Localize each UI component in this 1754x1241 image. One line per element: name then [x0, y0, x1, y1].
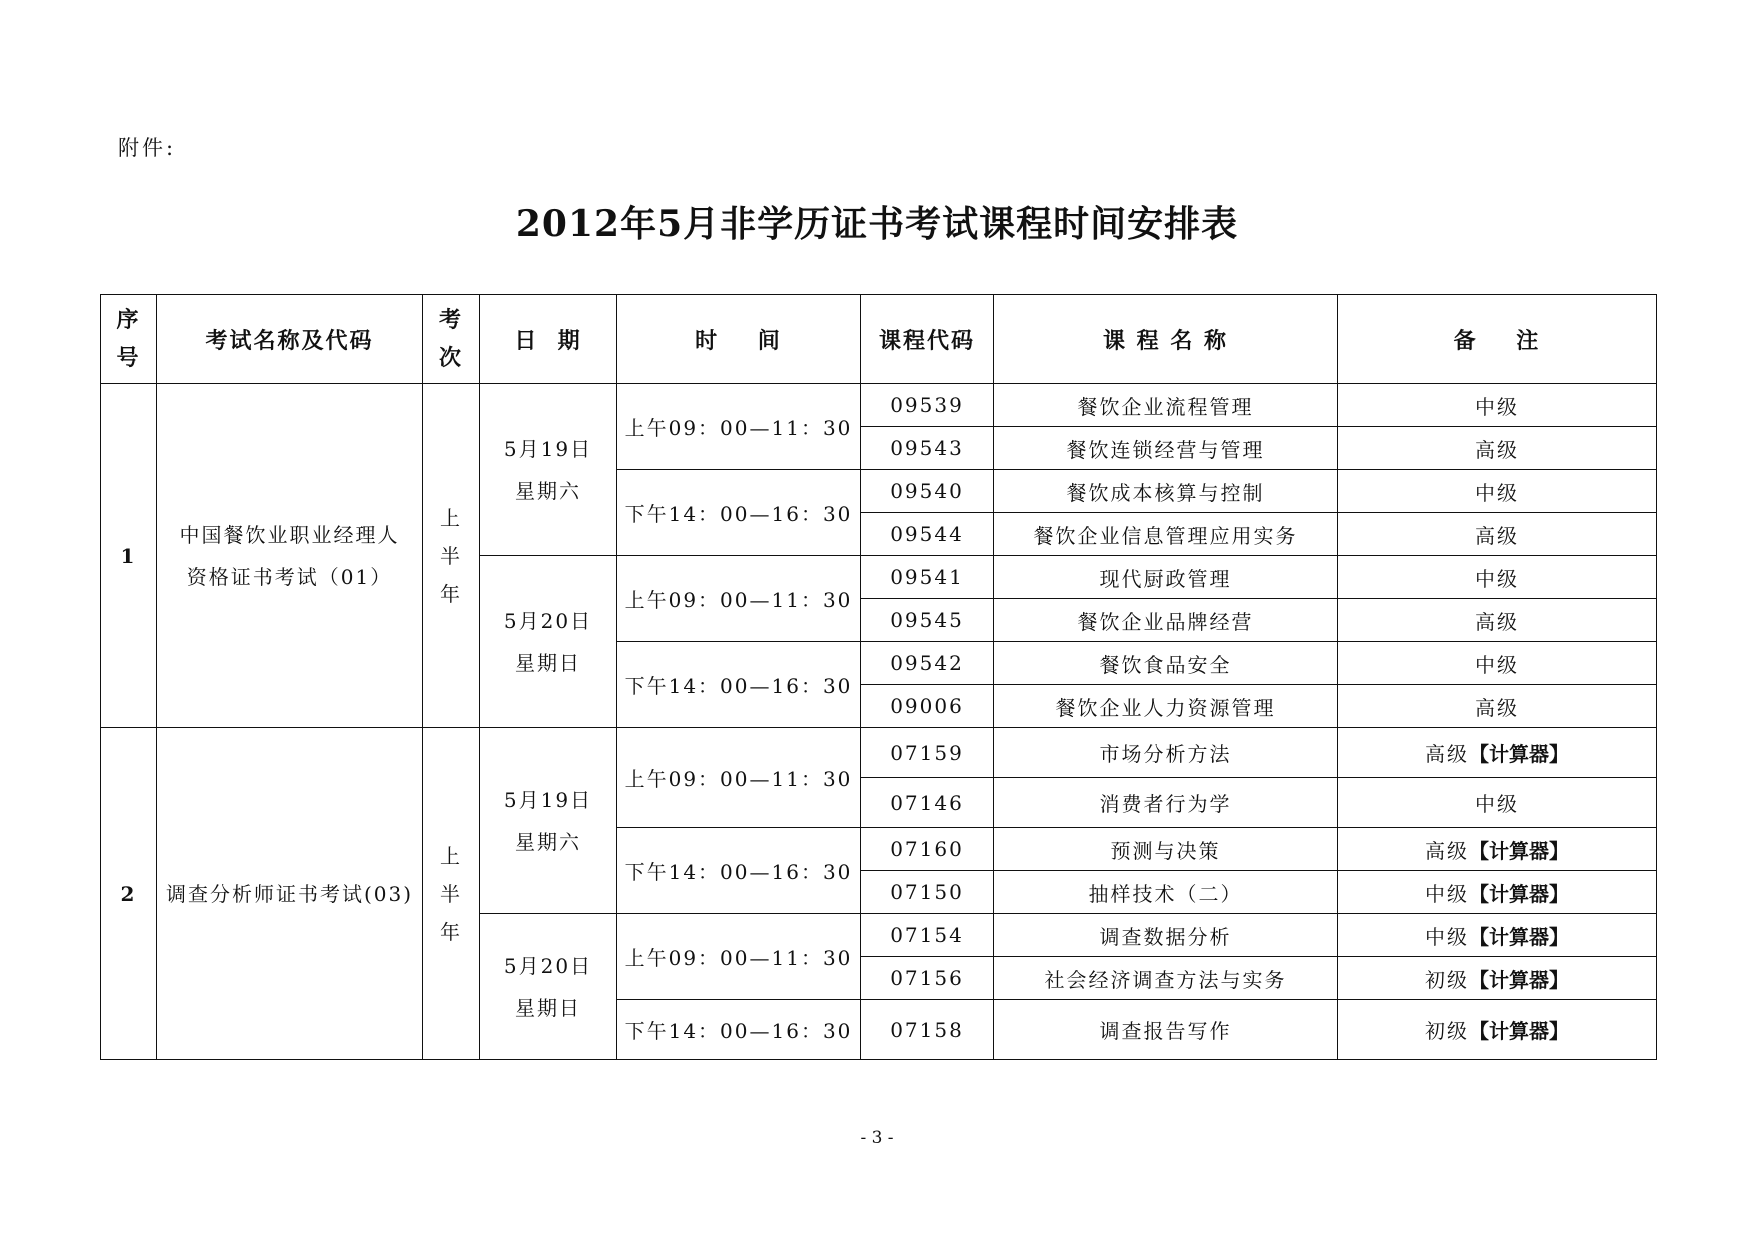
exam-date: 5月19日 星期六 — [480, 384, 617, 556]
course-name: 预测与决策 — [994, 828, 1338, 871]
exam-time: 下午14：00—16：30 — [617, 642, 861, 728]
course-remark: 高级【计算器】 — [1338, 728, 1657, 778]
header-exam-name: 考试名称及代码 — [157, 295, 423, 384]
course-remark: 中级 — [1338, 384, 1657, 427]
header-date: 日 期 — [480, 295, 617, 384]
course-code: 07146 — [861, 778, 994, 828]
course-remark: 高级 — [1338, 685, 1657, 728]
exam-date: 5月20日 星期日 — [480, 914, 617, 1060]
course-name: 市场分析方法 — [994, 728, 1338, 778]
exam-time: 上午09：00—11：30 — [617, 728, 861, 828]
table-body — [101, 384, 1657, 1060]
header-remark: 备 注 — [1338, 295, 1657, 384]
header-course-name: 课 程 名 称 — [994, 295, 1338, 384]
exam-session: 上半年 — [423, 384, 480, 728]
exam-time: 上午09：00—11：30 — [617, 384, 861, 470]
course-remark: 高级【计算器】 — [1338, 828, 1657, 871]
course-remark: 中级 — [1338, 470, 1657, 513]
course-name: 餐饮企业品牌经营 — [994, 599, 1338, 642]
course-code: 07159 — [861, 728, 994, 778]
course-remark: 高级 — [1338, 513, 1657, 556]
header-time: 时 间 — [617, 295, 861, 384]
course-code: 09543 — [861, 427, 994, 470]
course-remark: 中级 — [1338, 556, 1657, 599]
exam-name: 调查分析师证书考试(03) — [157, 728, 423, 1060]
page-title: 2012年5月非学历证书考试课程时间安排表 — [515, 203, 1239, 245]
course-remark: 高级 — [1338, 427, 1657, 470]
course-remark: 中级【计算器】 — [1338, 914, 1657, 957]
course-code: 07150 — [861, 871, 994, 914]
course-code: 07158 — [861, 1000, 994, 1060]
attachment-label: 附件: — [118, 136, 177, 160]
header-seq: 序号 — [101, 295, 157, 384]
exam-time: 下午14：00—16：30 — [617, 470, 861, 556]
exam-date: 5月20日 星期日 — [480, 556, 617, 728]
table-row — [101, 384, 1657, 427]
course-code: 09542 — [861, 642, 994, 685]
course-name: 餐饮成本核算与控制 — [994, 470, 1338, 513]
course-remark: 中级 — [1338, 778, 1657, 828]
course-name: 餐饮食品安全 — [994, 642, 1338, 685]
header-session: 考次 — [423, 295, 480, 384]
course-remark: 高级 — [1338, 599, 1657, 642]
course-name: 消费者行为学 — [994, 778, 1338, 828]
course-name: 调查数据分析 — [994, 914, 1338, 957]
exam-time: 上午09：00—11：30 — [617, 914, 861, 1000]
course-code: 09545 — [861, 599, 994, 642]
course-code: 09006 — [861, 685, 994, 728]
course-code: 07160 — [861, 828, 994, 871]
course-name: 餐饮连锁经营与管理 — [994, 427, 1338, 470]
exam-time: 下午14：00—16：30 — [617, 1000, 861, 1060]
exam-time: 上午09：00—11：30 — [617, 556, 861, 642]
course-name: 餐饮企业流程管理 — [994, 384, 1338, 427]
course-name: 抽样技术（二） — [994, 871, 1338, 914]
course-code: 09539 — [861, 384, 994, 427]
course-name: 餐饮企业信息管理应用实务 — [994, 513, 1338, 556]
table-row — [101, 728, 1657, 778]
course-remark: 初级【计算器】 — [1338, 957, 1657, 1000]
exam-time: 下午14：00—16：30 — [617, 828, 861, 914]
course-name: 餐饮企业人力资源管理 — [994, 685, 1338, 728]
course-remark: 中级【计算器】 — [1338, 871, 1657, 914]
course-remark: 中级 — [1338, 642, 1657, 685]
header-course-code: 课程代码 — [861, 295, 994, 384]
course-name: 现代厨政管理 — [994, 556, 1338, 599]
course-code: 09540 — [861, 470, 994, 513]
schedule-table — [100, 294, 1657, 1060]
exam-date: 5月19日 星期六 — [480, 728, 617, 914]
course-name: 调查报告写作 — [994, 1000, 1338, 1060]
course-name: 社会经济调查方法与实务 — [994, 957, 1338, 1000]
course-code: 07156 — [861, 957, 994, 1000]
course-code: 09541 — [861, 556, 994, 599]
course-code: 09544 — [861, 513, 994, 556]
course-remark: 初级【计算器】 — [1338, 1000, 1657, 1060]
table-header-row — [101, 295, 1657, 384]
exam-seq: 1 — [101, 384, 157, 728]
exam-seq: 2 — [101, 728, 157, 1060]
exam-name: 中国餐饮业职业经理人 资格证书考试（01） — [157, 384, 423, 728]
exam-session: 上半年 — [423, 728, 480, 1060]
page-number: - 3 - — [860, 1128, 894, 1148]
course-code: 07154 — [861, 914, 994, 957]
